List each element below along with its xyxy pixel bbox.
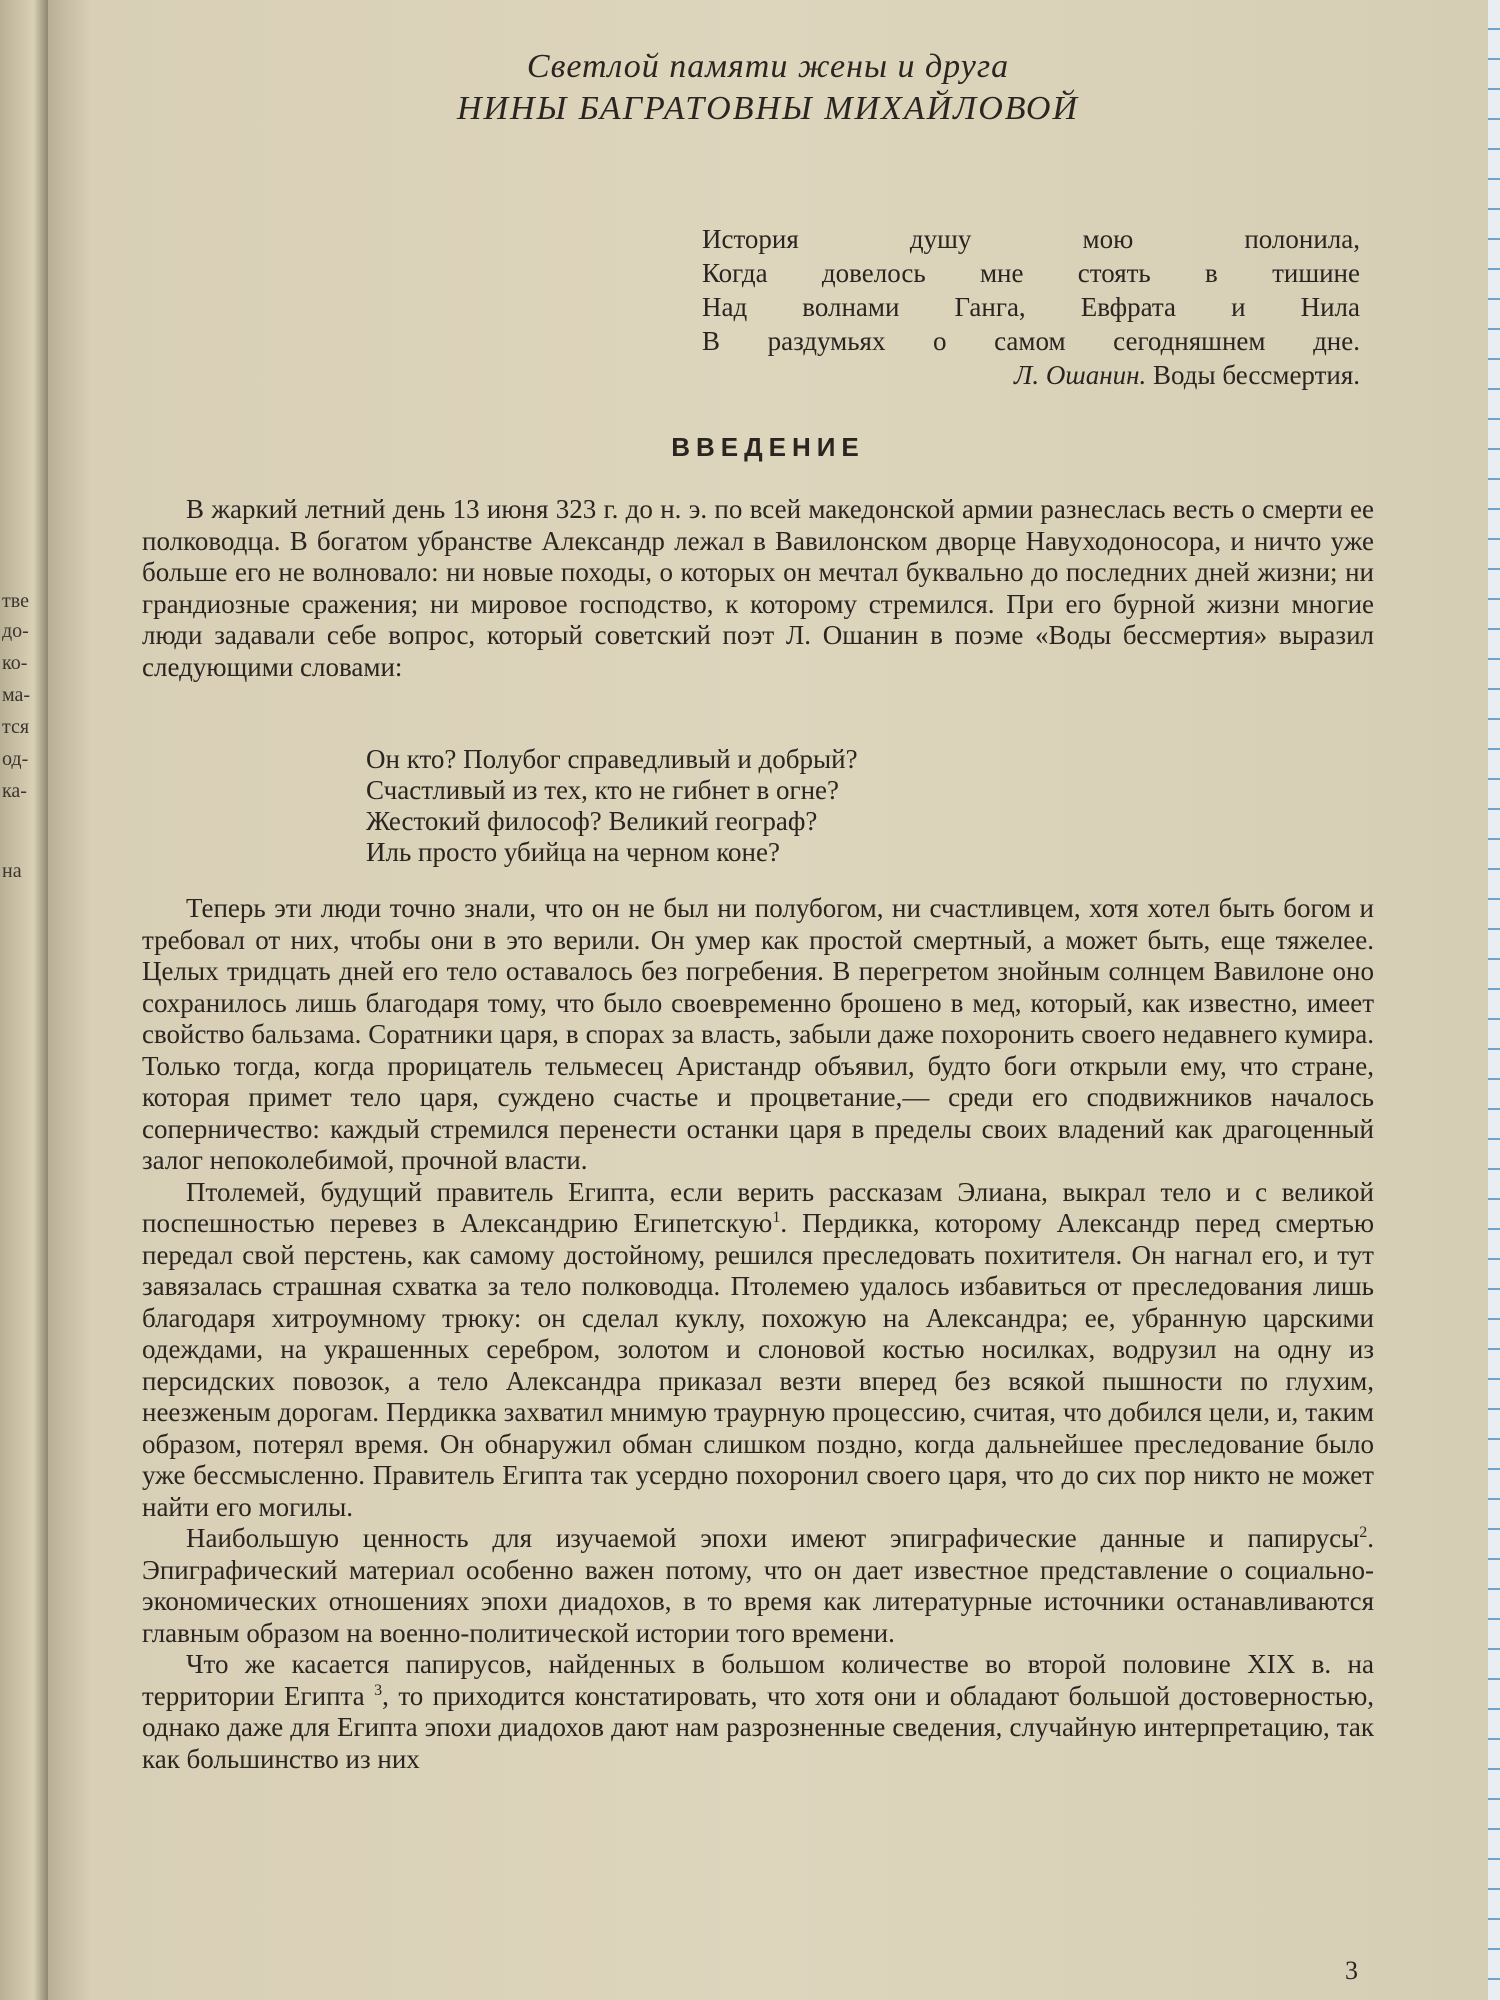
- footnote-marker: 3: [374, 1681, 383, 1699]
- quote-line: Жестокий философ? Великий географ?: [366, 806, 818, 836]
- paragraph: [142, 1523, 1374, 1649]
- intro-block: [142, 494, 1374, 683]
- quote-line: Он кто? Полубог справедливый и добрый?: [366, 744, 858, 774]
- paragraph: [142, 1649, 1374, 1775]
- quote-line: Иль просто убийца на черном коне?: [366, 837, 780, 867]
- left-page-fragment: тве: [2, 590, 29, 612]
- footnote-marker: 1: [772, 1209, 781, 1226]
- main-text-block: [142, 893, 1374, 1775]
- dedication-line-1: Светлой памяти жены и друга: [526, 48, 1010, 85]
- footnote-marker: 2: [1359, 1524, 1368, 1541]
- epigraph-line: История душу мою полонила,: [702, 224, 1360, 254]
- left-page-fragment: од-: [2, 748, 29, 770]
- quote-line: Счастливый из тех, кто не гибнет в огне?: [366, 775, 840, 805]
- left-page-fragment: ка-: [2, 780, 27, 802]
- left-page-edge: [0, 0, 48, 2000]
- epigraph-line: В раздумьях о самом сегодняшнем дне.: [702, 326, 1360, 356]
- book-page: [48, 0, 1488, 2000]
- paragraph-text: . Пердикка, которому Александр перед смертью передал свой перстень, как самому достойному, решился преследовать похитителя. Он нагнал его, и тут завязалась страшная схватка за тело полководца. Птолемею удалось избавиться от преследования лишь благодаря хитроумному трюку: он сделал куклу, похожую на Александра; ее, убранную царскими одеждами, на украшенных серебром, золотом и слоновой костью носилках, водрузил на одну из персидских повозок, а тело Александра приказал везти вперед без всякой пышности по глухим, неезженым дорогам. Пердикка захватил мнимую траурную процессию, считая, что добился цели, и, таким образом, потерял время. Он обнаружил обман слишком поздно, когда дальнейшее преследование было уже бессмысленно. Правитель Египта так усердно похоронил своего царя, что до сих пор никто не может найти его могилы.: [142, 1208, 1374, 1522]
- epigraph-line: Когда довелось мне стоять в тишине: [702, 258, 1360, 288]
- page-number: 3: [1345, 1956, 1358, 1985]
- epigraph-work: Воды бессмертия.: [1153, 360, 1360, 390]
- poem-quote: [366, 744, 1006, 868]
- left-page-fragment: тся: [2, 716, 30, 738]
- left-page-fragment: ма-: [2, 684, 31, 706]
- left-page-fragment: до-: [2, 620, 29, 642]
- paragraph-text: Что же касается папирусов, найденных в большом количестве во второй половине XIX в. на территории Египта: [142, 1649, 1374, 1711]
- paragraph-text: Наибольшую ценность для изучаемой эпохи имеют эпиграфические данные и папирусы: [186, 1523, 1360, 1553]
- epigraph-line: Над волнами Ганга, Евфрата и Нила: [702, 292, 1360, 322]
- epigraph: [702, 222, 1360, 392]
- paragraph: [142, 1177, 1374, 1524]
- paragraph-text: Птолемей, будущий правитель Египта, если верить рассказам Элиана, выкрал тело и с великой поспешностью перевез в Александрию Египетскую: [142, 1176, 1374, 1238]
- left-page-fragment: на: [2, 860, 22, 882]
- paragraph-text: . Эпиграфический материал особенно важен потому, что он дает известное представление о социально-экономических отношениях эпохи диадохов, в то время как литературные источники останавливаются главным образом на военно-политической истории того времени.: [142, 1523, 1374, 1648]
- paragraph: В жаркий летний день 13 июня 323 г. до н. э. по всей македонской армии разнеслась весть о смерти ее полководца. В богатом убранстве Александр лежал в Вавилонском дворце Навуходоносора, и ничто уже больше его не волновало: ни новые походы, о которых он мечтал буквально до последних дней жизни; ни грандиозные сражения; ни мировое господство, к которому стремился. При его бурной жизни многие люди задавали себе вопрос, который советский поэт Л. Ошанин в поэме «Воды бессмертия» выразил следующими словами:: [142, 494, 1374, 682]
- paragraph: Теперь эти люди точно знали, что он не был ни полубогом, ни счастливцем, хотя хотел быть богом и требовал от них, чтобы они в это верили. Он умер как простой смертный, а может быть, еще тяжелее. Целых тридцать дней его тело оставалось без погребения. В перегретом знойным солнцем Вавилоне оно сохранилось лишь благодаря тому, что было своевременно брошено в мед, который, как известно, имеет свойство бальзама. Соратники царя, в спорах за власть, забыли даже похоронить своего недавнего кумира. Только тогда, когда прорицатель тельмесец Аристандр объявил, будто боги открыли ему, что стране, которая примет тело царя, суждено счастье и процветание,— среди его сподвижников началось соперничество: каждый стремился перенести останки царя в пределы своих владений как драгоценный залог непоколебимой, прочной власти.: [142, 893, 1374, 1175]
- notebook-paper-edge: [1488, 0, 1500, 2000]
- epigraph-source: [702, 358, 1360, 392]
- paragraph-text: , то приходится констатировать, что хотя они и обладают большой достоверностью, однако даже для Египта эпохи диадохов дают нам разрозненные сведения, случайную интерпретацию, так как большинство из них: [142, 1680, 1374, 1774]
- dedication-line-2: НИНЫ БАГРАТОВНЫ МИХАЙЛОВОЙ: [456, 90, 1080, 127]
- chapter-heading: ВВЕДЕНИЕ: [671, 432, 865, 462]
- left-page-fragment: ко-: [2, 652, 28, 674]
- epigraph-author: Л. Ошанин.: [1014, 360, 1147, 390]
